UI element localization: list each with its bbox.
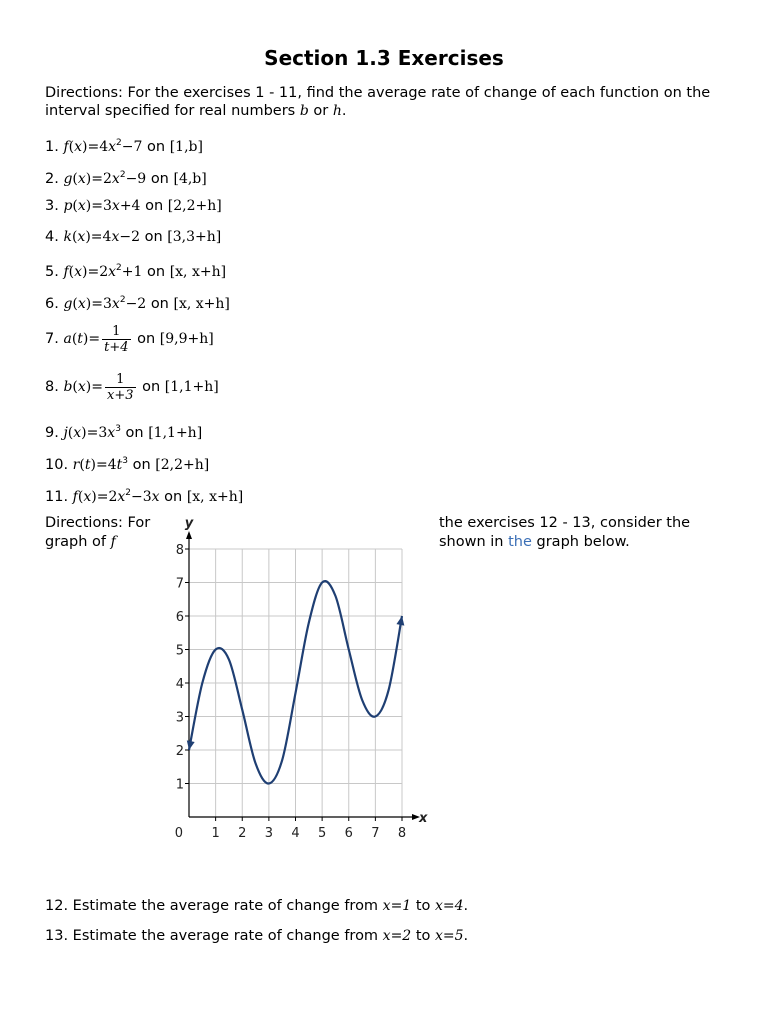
origin-label: 0	[174, 826, 183, 840]
directions-text: Directions: For the exercises 1 - 11, find the average rate of change of each function on the interval specified for real numbers	[45, 85, 711, 119]
x-tick-label: 7	[371, 826, 380, 840]
exercise-1: 1. $f(x)=4x^2-7$ on [1,b]	[45, 138, 203, 155]
curve-start-arrow	[187, 740, 195, 750]
exercise-9: 9. $j(x)=3x^3$ on [1,1+h]	[45, 424, 203, 441]
x-tick-label: 2	[238, 826, 247, 840]
x-tick-label: 4	[291, 826, 300, 840]
x-tick-label: 6	[344, 826, 353, 840]
curve-end-arrow	[396, 616, 404, 626]
y-tick-label: 7	[175, 576, 184, 592]
y-tick-label: 3	[175, 710, 184, 726]
x-tick-label: 8	[397, 826, 407, 840]
directions2-right	[439, 514, 690, 552]
x-tick-label: 1	[211, 826, 220, 840]
directions2-left-line2: graph of f	[45, 534, 116, 550]
page-title: Section 1.3 Exercises	[264, 46, 504, 70]
exercise-10: 10. $r(t)=4t^3$ on [2,2+h]	[45, 456, 210, 473]
var-h: h	[332, 103, 342, 119]
y-tick-label: 5	[175, 643, 184, 659]
exercise-6: 6. $g(x)=3x^2-2$ on [x, x+h]	[45, 295, 230, 312]
function-graph	[170, 510, 430, 840]
fraction: $\frac{1}{x+3}$	[107, 371, 134, 403]
exercise-8: 8. b(x)= $\frac{1}{x+3}$ on [1,1+h]	[45, 371, 219, 403]
exercise-11: 11. $f(x)=2x^2-3x$ on [x, x+h]	[45, 488, 244, 505]
exercise-7: 7. a(t)= $\frac{1}{t+4}$ on [9,9+h]	[45, 323, 214, 355]
y-tick-label: 6	[175, 610, 184, 625]
y-tick-label: 4	[175, 677, 184, 692]
var-b: b	[299, 103, 309, 119]
x-tick-label: 5	[317, 826, 327, 840]
exercise-2: 2. $g(x)=2x^2-9$ on [4,b]	[45, 170, 207, 187]
directions-period: .	[341, 103, 347, 119]
fraction: $\frac{1}{t+4}$	[104, 323, 129, 355]
exercise-4: 4. k(x)=4x−2 on [3,3+h]	[45, 229, 222, 245]
y-tick-label: 2	[175, 744, 184, 759]
the-link[interactable]: the	[508, 534, 532, 550]
directions2-left	[45, 514, 150, 552]
question-12: 12. Estimate the average rate of change from x=1 to x=4.	[45, 898, 469, 914]
x-axis-label: x	[419, 811, 428, 826]
question-13: 13. Estimate the average rate of change from x=2 to x=5.	[45, 928, 469, 944]
y-tick-label: 8	[175, 543, 184, 558]
directions-paragraph	[45, 84, 725, 120]
directions-or: or	[308, 103, 333, 119]
y-axis-arrow	[186, 531, 192, 539]
directions2-right-line2: shown in the graph below.	[439, 534, 630, 550]
x-tick-label: 3	[264, 826, 274, 840]
directions2-left-line1: Directions: For	[45, 515, 151, 531]
exercise-5: 5. $f(x)=2x^2+1$ on [x, x+h]	[45, 263, 227, 280]
directions2-right-line1: the exercises 12 - 13, consider the	[439, 515, 691, 531]
y-axis-label: y	[184, 516, 194, 531]
y-tick-label: 1	[175, 777, 184, 793]
exercise-3: 3. p(x)=3x+4 on [2,2+h]	[45, 198, 222, 214]
